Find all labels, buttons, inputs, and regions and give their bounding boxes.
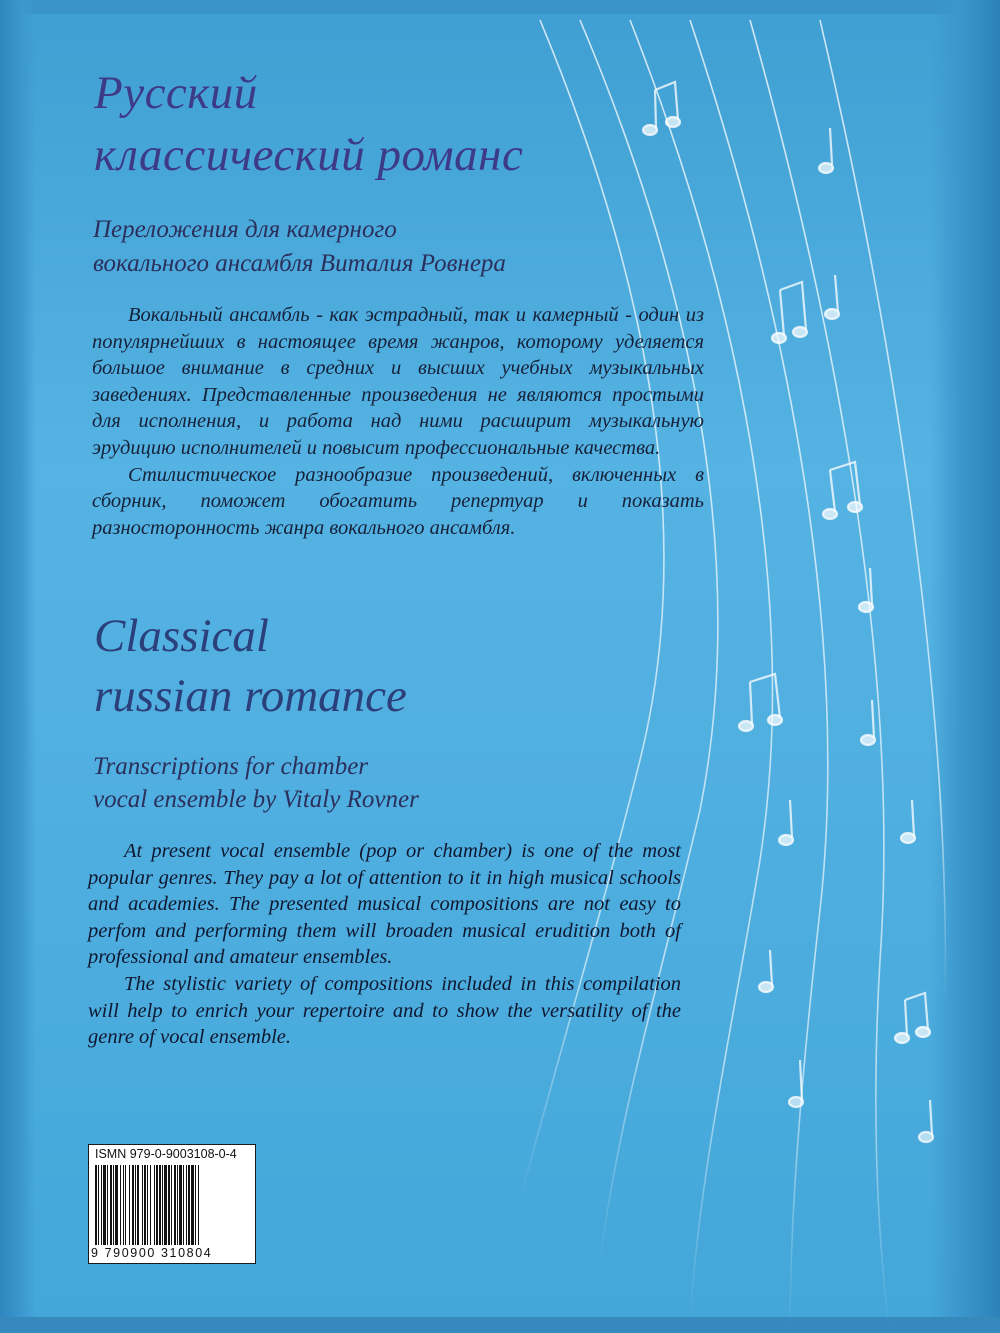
barcode-bar — [186, 1165, 187, 1245]
english-paragraph-1: At present vocal ensemble (pop or chamber) is one of the most popular genres. They pay a lot of attention to it in high musical schools and academies. The presented musical compositions are not easy to perfom and performing them will broaden musical erudition both of professional and amateur ensembles. — [88, 840, 681, 969]
barcode-bar — [154, 1165, 155, 1245]
barcode-bar — [168, 1165, 170, 1245]
barcode-bar — [103, 1165, 106, 1245]
barcode-bar — [179, 1165, 182, 1245]
barcode-bar — [137, 1165, 139, 1245]
barcode-bar — [125, 1165, 126, 1245]
barcode-bar — [198, 1165, 199, 1245]
barcode-bar — [191, 1165, 194, 1245]
barcode-bar — [101, 1165, 102, 1245]
barcode-bar — [132, 1165, 134, 1245]
barcode-bar — [110, 1165, 112, 1245]
barcode-bar — [107, 1165, 108, 1245]
barcode-bar — [95, 1165, 97, 1245]
barcode-bar — [174, 1165, 176, 1245]
barcode-bar — [183, 1165, 184, 1245]
barcode-bar — [156, 1165, 158, 1245]
barcode-bar — [171, 1165, 172, 1245]
russian-subtitle-line2: вокального ансамбля Виталия Ровнера — [93, 250, 506, 277]
english-title-line2: russian romance — [94, 670, 407, 722]
barcode-bar — [147, 1165, 148, 1245]
barcode-bar — [135, 1165, 136, 1245]
barcode-bar — [164, 1165, 167, 1245]
barcode-bar — [120, 1165, 121, 1245]
barcode-bar — [115, 1165, 118, 1245]
barcode-bar — [129, 1165, 130, 1245]
russian-paragraph-1: Вокальный ансамбль - как эстрадный, так и камерный - один из популярнейших в настоящее время жанров, которому уделяется большое внимание в средних и высших учебных музыкальных заведениях. Представленные произведения не являются простыми для исполнения, и работа над ними расширит музыкальную эрудицию исполнителей и повысит профессиональные качества. — [92, 304, 704, 459]
barcode-bar — [188, 1165, 190, 1245]
barcode-bar — [150, 1165, 151, 1245]
barcode-bar — [159, 1165, 161, 1245]
english-subtitle-line2: vocal ensemble by Vitaly Rovner — [93, 786, 419, 813]
ismn-number: ISMN 979-0-9003108-0-4 — [95, 1147, 237, 1161]
russian-description — [92, 302, 704, 541]
barcode-bar — [123, 1165, 124, 1245]
barcode-bar — [162, 1165, 163, 1245]
english-title — [94, 606, 694, 726]
russian-title-line1: Русский — [94, 67, 258, 119]
russian-title — [94, 62, 694, 186]
barcode-bar — [98, 1165, 99, 1245]
english-title-line1: Classical — [94, 610, 269, 662]
russian-title-line2: классический романс — [94, 129, 524, 181]
english-paragraph-2: The stylistic variety of compositions included in this compilation will help to enrich your repertoire and to show the versatility of the genre of vocal ensemble. — [88, 972, 681, 1049]
russian-subtitle-line1: Переложения для камерного — [93, 216, 397, 243]
barcode-label — [88, 1144, 256, 1264]
barcode-bar — [177, 1165, 178, 1245]
english-subtitle — [93, 750, 713, 816]
barcode-bar — [113, 1165, 114, 1245]
barcode-bar — [144, 1165, 146, 1245]
barcode-bar — [195, 1165, 196, 1245]
english-subtitle-line1: Transcriptions for chamber — [93, 753, 369, 780]
barcode-digits: 9 790900 310804 — [91, 1246, 213, 1260]
russian-paragraph-2: Стилистическое разнообразие произведений, включенных в сборник, поможет обогатить репертуар и показать разносторонность жанра вокального ансамбля. — [92, 463, 704, 539]
english-description — [88, 838, 681, 1051]
barcode-bar — [142, 1165, 143, 1245]
russian-subtitle — [93, 213, 713, 281]
